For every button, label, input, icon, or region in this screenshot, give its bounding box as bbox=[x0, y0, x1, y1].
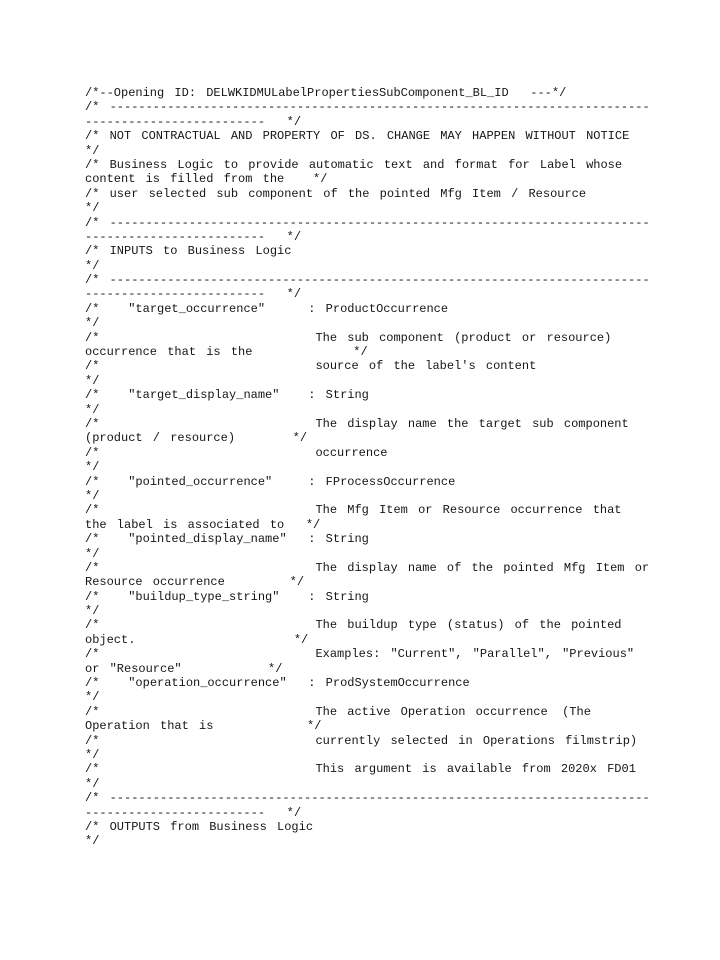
space-gap bbox=[99, 561, 315, 575]
code-line: /* "target_occurrence" : ProductOccurrence bbox=[85, 301, 449, 316]
space-gap bbox=[272, 475, 308, 489]
code-line: */ bbox=[85, 834, 100, 849]
code-line: /* Business Logic to provide automatic text and format for Label whose bbox=[85, 157, 623, 172]
code-line: /* "target_display_name" : String bbox=[85, 388, 369, 403]
space-gap bbox=[182, 662, 268, 676]
code-line: /* "pointed_display_name" : String bbox=[85, 532, 369, 547]
code-line: /* --------------------------------------------------------------------------- bbox=[85, 215, 650, 230]
code-line: /* occurrence bbox=[85, 445, 388, 460]
space-gap bbox=[99, 417, 315, 431]
space-gap bbox=[265, 806, 287, 820]
space-gap bbox=[213, 719, 307, 733]
code-line: /* source of the label's content bbox=[85, 359, 537, 374]
code-line: /* Examples: "Current", "Parallel", "Previous" bbox=[85, 647, 635, 662]
space-gap bbox=[284, 518, 306, 532]
code-line: the label is associated to */ bbox=[85, 517, 321, 532]
code-line: */ bbox=[85, 316, 100, 331]
code-listing bbox=[85, 86, 650, 849]
space-gap bbox=[265, 287, 287, 301]
code-line: Resource occurrence */ bbox=[85, 575, 305, 590]
code-line: /* user selected sub component of the pointed Mfg Item / Resource bbox=[85, 186, 587, 201]
space-gap bbox=[265, 302, 308, 316]
code-line: */ bbox=[85, 143, 100, 158]
code-line: */ bbox=[85, 258, 100, 273]
code-line: /* The buildup type (status) of the pointed bbox=[85, 618, 622, 633]
space-gap bbox=[99, 532, 128, 546]
space-gap bbox=[99, 734, 315, 748]
code-line: */ bbox=[85, 201, 100, 216]
code-line: ------------------------- */ bbox=[85, 229, 302, 244]
space-gap bbox=[509, 86, 531, 100]
code-line: */ bbox=[85, 402, 100, 417]
space-gap bbox=[279, 388, 308, 402]
code-line: object. */ bbox=[85, 632, 309, 647]
space-gap bbox=[265, 230, 287, 244]
space-gap bbox=[284, 172, 313, 186]
code-line: /*--Opening ID: DELWKIDMULabelPropertiesSubComponent_BL_ID ---*/ bbox=[85, 86, 567, 100]
code-line: /* INPUTS to Business Logic bbox=[85, 244, 292, 259]
space-gap bbox=[99, 503, 315, 517]
space-gap bbox=[99, 331, 315, 345]
code-line: /* --------------------------------------------------------------------------- bbox=[85, 791, 650, 806]
space-gap bbox=[548, 705, 562, 719]
code-line: occurrence that is the */ bbox=[85, 345, 368, 360]
space-gap bbox=[99, 705, 315, 719]
code-line: /* The sub component (product or resource) bbox=[85, 330, 612, 345]
code-line: (product / resource) */ bbox=[85, 431, 308, 446]
code-line: */ bbox=[85, 460, 100, 475]
space-gap bbox=[225, 575, 290, 589]
code-line: */ bbox=[85, 488, 100, 503]
code-line: or "Resource" */ bbox=[85, 661, 283, 676]
code-line: ------------------------- */ bbox=[85, 287, 302, 302]
code-line: /* --------------------------------------------------------------------------- bbox=[85, 273, 650, 288]
code-line: ------------------------- */ bbox=[85, 805, 302, 820]
space-gap bbox=[287, 676, 309, 690]
space-gap bbox=[99, 475, 128, 489]
space-gap bbox=[99, 676, 128, 690]
code-line: /* --------------------------------------------------------------------------- bbox=[85, 100, 650, 115]
code-line: ------------------------- */ bbox=[85, 114, 302, 129]
space-gap bbox=[99, 302, 128, 316]
code-line: content is filled from the */ bbox=[85, 172, 328, 187]
code-line: /* The display name of the pointed Mfg Item or bbox=[85, 560, 650, 575]
space-gap bbox=[265, 115, 287, 129]
code-line: Operation that is */ bbox=[85, 719, 322, 734]
code-line: */ bbox=[85, 604, 100, 619]
code-line: /* This argument is available from 2020x FD01 bbox=[85, 762, 636, 777]
space-gap bbox=[99, 590, 128, 604]
space-gap bbox=[99, 446, 315, 460]
space-gap bbox=[279, 590, 308, 604]
space-gap bbox=[99, 388, 128, 402]
space-gap bbox=[287, 532, 309, 546]
code-line: /* currently selected in Operations filmstrip) bbox=[85, 733, 638, 748]
space-gap bbox=[99, 618, 315, 632]
code-line: /* "operation_occurrence" : ProdSystemOccurrence bbox=[85, 676, 470, 691]
space-gap bbox=[99, 359, 315, 373]
code-line: */ bbox=[85, 546, 100, 561]
code-line: /* The Mfg Item or Resource occurrence that bbox=[85, 503, 622, 518]
code-line: */ bbox=[85, 690, 100, 705]
code-line: /* "buildup_type_string" : String bbox=[85, 589, 369, 604]
space-gap bbox=[135, 633, 293, 647]
code-line: */ bbox=[85, 373, 100, 388]
code-line: /* The display name the target sub component bbox=[85, 416, 629, 431]
code-line: /* OUTPUTS from Business Logic bbox=[85, 819, 314, 834]
space-gap bbox=[99, 647, 315, 661]
space-gap bbox=[252, 345, 353, 359]
code-line: /* "pointed_occurrence" : FProcessOccurrence bbox=[85, 474, 456, 489]
code-line: */ bbox=[85, 747, 100, 762]
code-line: /* NOT CONTRACTUAL AND PROPERTY OF DS. CHANGE MAY HAPPEN WITHOUT NOTICE bbox=[85, 129, 630, 144]
space-gap bbox=[99, 762, 315, 776]
space-gap bbox=[235, 431, 293, 445]
code-line: /* The active Operation occurrence (The bbox=[85, 704, 591, 719]
code-line: */ bbox=[85, 776, 100, 791]
